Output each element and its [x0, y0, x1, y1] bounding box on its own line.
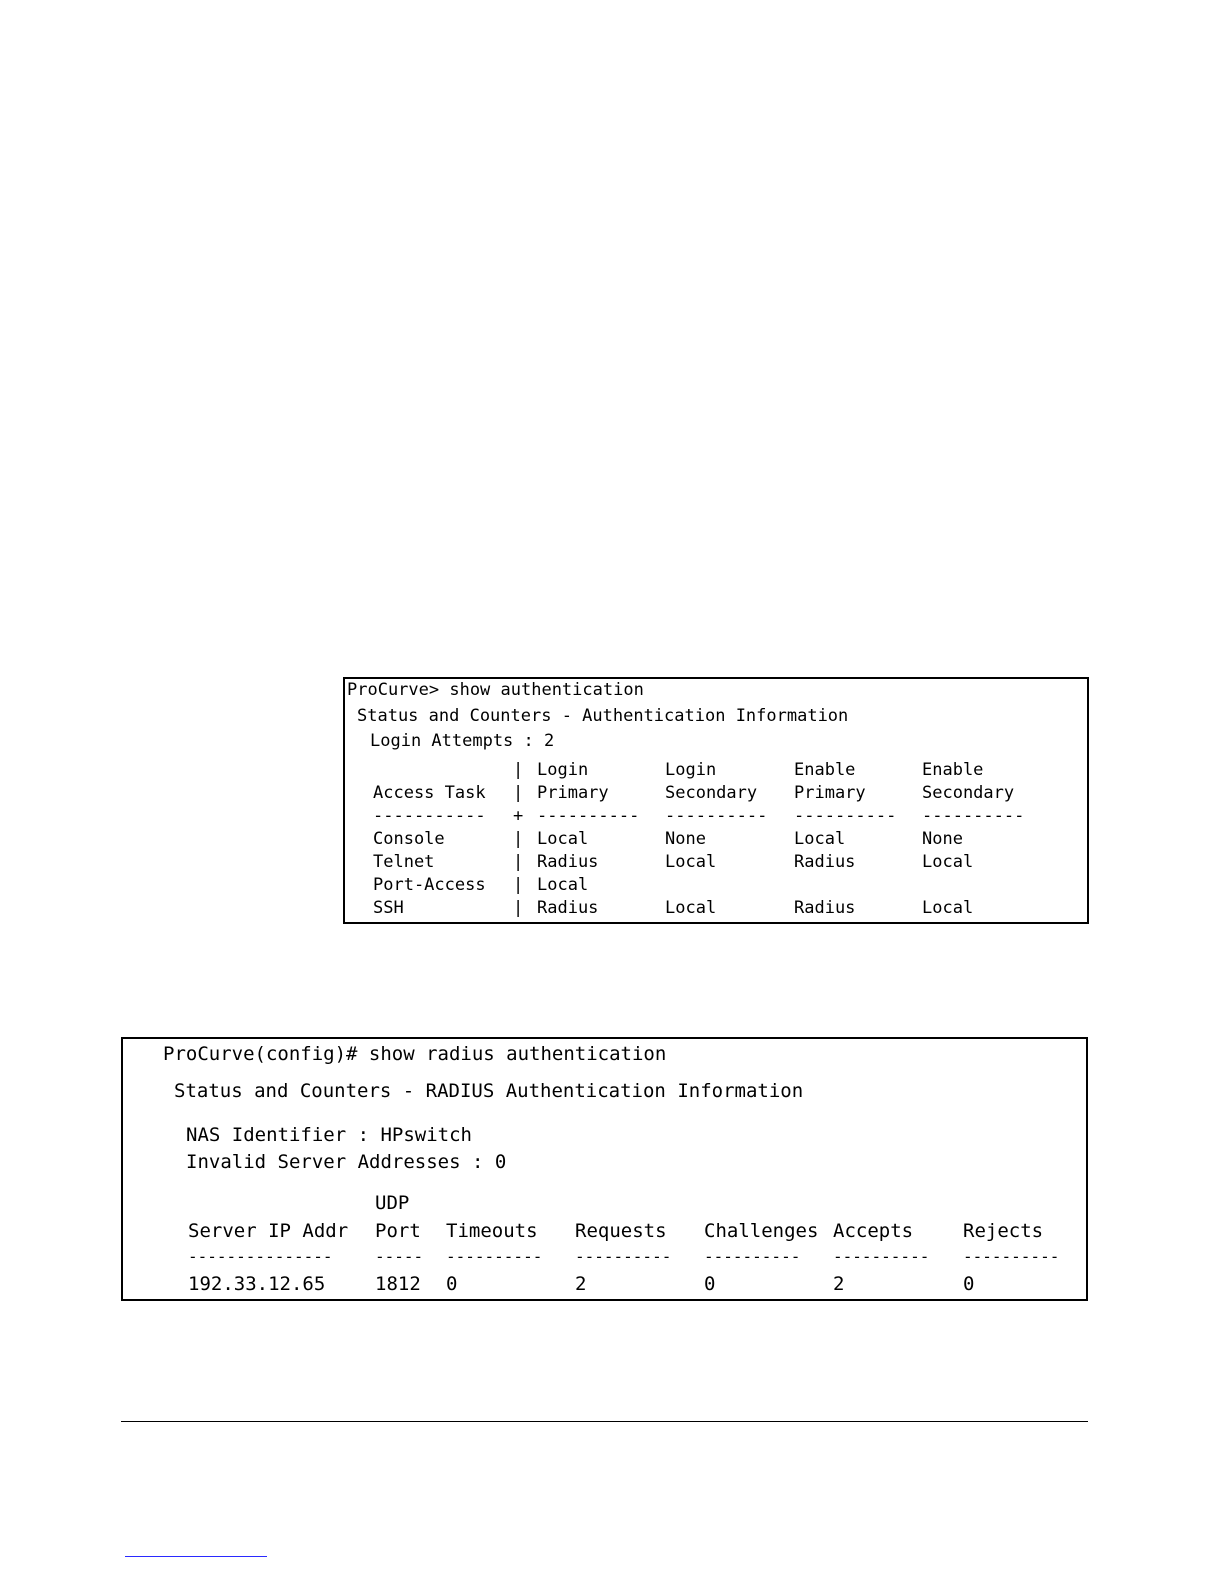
row-divider: | [513, 829, 524, 849]
radius-separator: --------------- [188, 1247, 333, 1266]
enable-primary: Radius [794, 898, 856, 918]
login-secondary: Local [665, 852, 717, 872]
row-divider: | [513, 898, 524, 918]
radius-separator: ---------- [833, 1247, 930, 1266]
enable-secondary: None [922, 829, 963, 849]
radius-prompt: ProCurve(config)# show radius authentication [163, 1043, 667, 1065]
radius-header-server-ip: Server IP Addr [188, 1220, 349, 1242]
auth-header-access-task: Access Task [373, 783, 486, 803]
footer-rule [121, 1421, 1088, 1422]
access-task: Port-Access [373, 875, 486, 895]
auth-title: Status and Counters - Authentication Information [357, 706, 849, 726]
radius-header-udp: UDP [375, 1192, 410, 1214]
enable-primary: Local [794, 829, 846, 849]
radius-separator: ---------- [446, 1247, 543, 1266]
radius-header-challenges: Challenges [704, 1220, 819, 1242]
login-primary: Local [537, 829, 589, 849]
access-task: Telnet [373, 852, 435, 872]
radius-header-port: Port [375, 1220, 421, 1242]
enable-secondary: Local [922, 852, 974, 872]
authentication-terminal [343, 677, 1089, 924]
auth-header-divider: | [513, 783, 524, 803]
radius-separator: ---------- [704, 1247, 801, 1266]
auth-separator: ---------- [794, 806, 897, 826]
login-secondary: None [665, 829, 706, 849]
radius-separator: ----- [375, 1247, 424, 1266]
auth-prompt: ProCurve> show authentication [347, 680, 644, 700]
udp-port: 1812 [375, 1273, 421, 1295]
row-divider: | [513, 875, 524, 895]
auth-header-divider: | [513, 760, 524, 780]
radius-terminal [121, 1037, 1088, 1301]
auth-header-enable-1: Enable [794, 760, 856, 780]
radius-separator: ---------- [575, 1247, 672, 1266]
access-task: Console [373, 829, 445, 849]
footer-link-underline[interactable] [125, 1556, 267, 1557]
enable-primary: Radius [794, 852, 856, 872]
auth-separator: ---------- [922, 806, 1025, 826]
invalid-server-addresses: Invalid Server Addresses : 0 [186, 1151, 507, 1173]
nas-identifier: NAS Identifier : HPswitch [186, 1124, 472, 1146]
radius-separator: ---------- [963, 1247, 1060, 1266]
auth-header-primary-1: Primary [537, 783, 609, 803]
radius-header-rejects: Rejects [963, 1220, 1044, 1242]
login-primary: Radius [537, 898, 599, 918]
access-task: SSH [373, 898, 404, 918]
requests: 2 [575, 1273, 587, 1295]
enable-secondary: Local [922, 898, 974, 918]
auth-header-secondary-2: Secondary [922, 783, 1015, 803]
auth-header-secondary-1: Secondary [665, 783, 758, 803]
radius-title: Status and Counters - RADIUS Authentication Information [174, 1080, 804, 1102]
auth-header-login-2: Login [665, 760, 717, 780]
server-ip-addr: 192.33.12.65 [188, 1273, 326, 1295]
radius-header-timeouts: Timeouts [446, 1220, 538, 1242]
rejects: 0 [963, 1273, 975, 1295]
accepts: 2 [833, 1273, 845, 1295]
auth-separator: ---------- [665, 806, 768, 826]
row-divider: | [513, 852, 524, 872]
auth-separator: ---------- [537, 806, 640, 826]
auth-header-enable-2: Enable [922, 760, 984, 780]
login-primary: Radius [537, 852, 599, 872]
radius-header-requests: Requests [575, 1220, 667, 1242]
timeouts: 0 [446, 1273, 458, 1295]
auth-header-primary-2: Primary [794, 783, 866, 803]
login-secondary: Local [665, 898, 717, 918]
login-primary: Local [537, 875, 589, 895]
auth-header-login-1: Login [537, 760, 589, 780]
challenges: 0 [704, 1273, 716, 1295]
auth-separator: ----------- [373, 806, 486, 826]
radius-header-accepts: Accepts [833, 1220, 914, 1242]
auth-separator: + [513, 806, 524, 826]
login-attempts: Login Attempts : 2 [370, 731, 555, 751]
